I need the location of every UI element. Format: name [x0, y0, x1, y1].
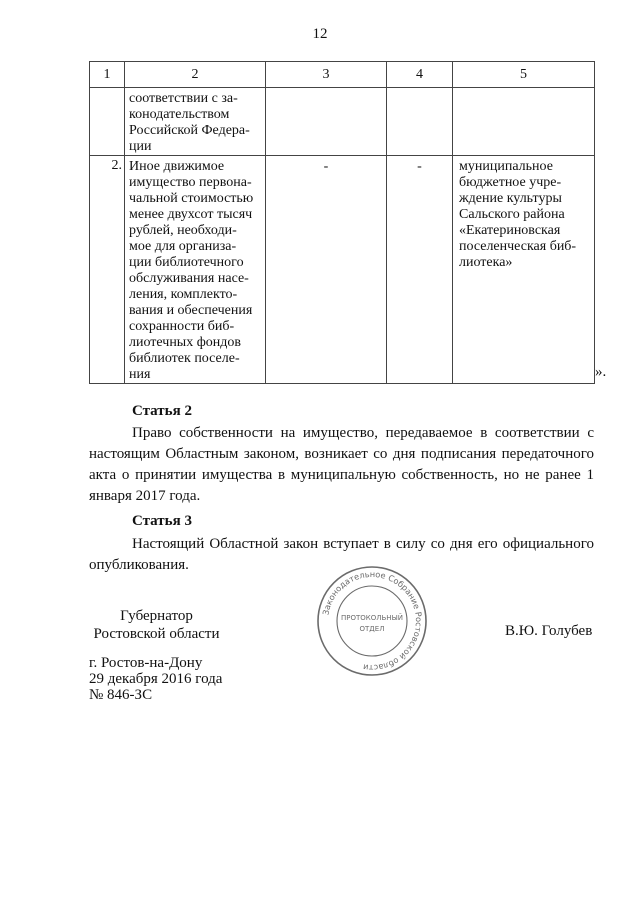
cell-line: ления, комплекто-: [129, 287, 238, 302]
page-number: 12: [312, 26, 328, 42]
cell-line: конодательством: [129, 107, 230, 122]
cell-line: сохранности биб-: [129, 319, 235, 334]
signatory-name: В.Ю. Голубев: [505, 623, 593, 639]
cell-line: рублей, необходи-: [129, 223, 237, 238]
cell-line: ния: [129, 367, 151, 382]
description-cell: [125, 88, 266, 156]
table-row: [90, 156, 595, 384]
article2-text: Право собственности на имущество, передаваемое в соответствии с настоящим Областным законом, возникает со дня подписания передаточного акта о принятии имущества в муниципальную собственность, но не ранее 1 января 2017 года.: [89, 425, 594, 504]
col4-cell: [387, 88, 453, 156]
cell-line: лиотека»: [459, 255, 513, 270]
article2-heading: Статья 2: [132, 403, 192, 419]
article3-text: Настоящий Областной закон вступает в силу со дня его официального опубликования.: [89, 536, 594, 573]
description-cell: [125, 156, 266, 384]
cell-line: Российской Федера-: [129, 123, 250, 138]
property-table: [89, 61, 595, 384]
header-cell: 4: [387, 62, 453, 88]
cell-line: бюджетное учре-: [459, 175, 562, 190]
date: 29 декабря 2016 года: [89, 671, 223, 687]
header-cell: 1: [90, 62, 125, 88]
law-number: № 846-ЗС: [89, 687, 153, 703]
governor-title-line: Ростовской области: [93, 626, 220, 642]
cell-line: «Екатериновская: [459, 223, 561, 238]
official-stamp: [316, 565, 428, 677]
cell-line: менее двухсот тысяч: [129, 207, 253, 222]
stamp-ring-text: Законодательное Собрание Ростовской области: [320, 568, 425, 674]
recipient-cell: [453, 88, 595, 156]
table-close-quote: ».: [595, 364, 607, 380]
row-number-cell: [90, 88, 125, 156]
header-cell: 5: [453, 62, 595, 88]
cell-line: Сальского района: [459, 207, 565, 222]
place-date-block: [89, 655, 222, 703]
cell-line: вания и обеспечения: [129, 303, 253, 318]
table-header-row: [90, 62, 595, 88]
col3-cell: [266, 88, 387, 156]
cell-line: муниципальное: [459, 159, 553, 174]
cell-line: лиотечных фондов: [129, 335, 242, 350]
row-number-cell: 2.: [90, 156, 125, 384]
governor-title-line: Губернатор: [120, 608, 193, 624]
cell-line: поселенческая биб-: [459, 239, 577, 254]
cell-line: Иное движимое: [129, 159, 225, 174]
cell-line: ции: [129, 139, 152, 154]
governor-title: [89, 607, 224, 643]
cell-line: чальной стоимостью: [129, 191, 254, 206]
stamp-center-line: ПРОТОКОЛЬНЫЙ: [340, 614, 404, 622]
cell-line: обслуживания насе-: [129, 271, 249, 286]
header-cell: 2: [125, 62, 266, 88]
recipient-cell: [453, 156, 595, 384]
table-row: [90, 88, 595, 156]
cell-line: соответствии с за-: [129, 91, 238, 106]
article3-heading: Статья 3: [132, 513, 192, 529]
cell-line: библиотек поселе-: [129, 351, 240, 366]
cell-line: мое для организа-: [129, 239, 237, 254]
header-cell: 3: [266, 62, 387, 88]
cell-line: ждение культуры: [459, 191, 562, 206]
cell-line: ции библиотечного: [129, 255, 244, 270]
cell-line: имущество первона-: [129, 175, 252, 190]
col4-cell: -: [387, 156, 453, 384]
col3-cell: -: [266, 156, 387, 384]
stamp-center-line: ОТДЕЛ: [359, 625, 385, 633]
city: г. Ростов-на-Дону: [89, 655, 203, 671]
